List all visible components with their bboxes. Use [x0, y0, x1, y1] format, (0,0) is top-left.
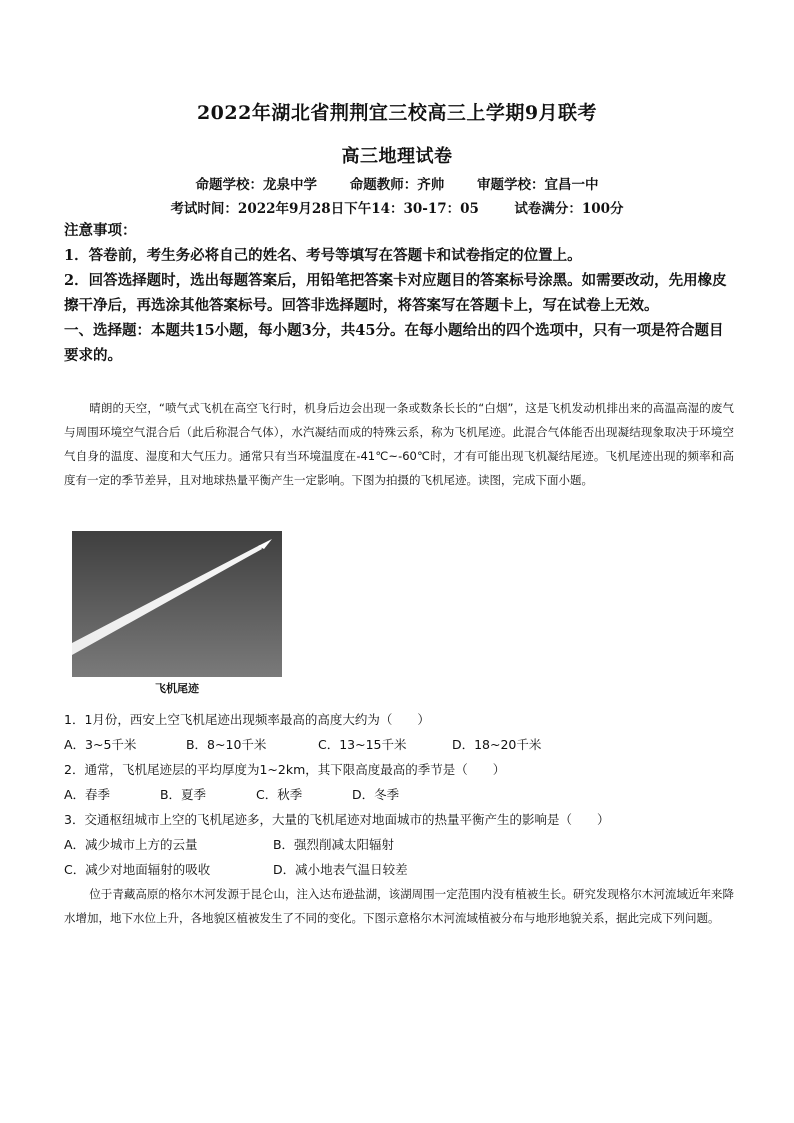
exam-authors	[0, 173, 794, 193]
exam-subtitle: 高三地理试卷	[341, 146, 453, 167]
question-3-stem: 3．交通枢纽城市上空的飞机尾迹多，大量的飞机尾迹对地面城市的热量平衡产生的影响是（ ）	[64, 812, 610, 827]
q1-option-c[interactable]: C．13~15千米	[317, 737, 407, 752]
question-group	[64, 707, 744, 882]
q2-option-c[interactable]: C．秋季	[255, 787, 303, 802]
full-score: 试卷满分：100分	[514, 201, 624, 217]
q3-option-c[interactable]: C．减少对地面辐射的吸收	[64, 862, 211, 877]
passage-golmud-river: 位于青藏高原的格尔木河发源于昆仑山，注入达布逊盐湖，该湖周围一定范围内没有植被生长。研究发现格尔木河流域近年来降水增加，地下水位上升，各地貌区植被发生了不同的变化。下图示意格尔木河流域植被分布与地形地貌关系，据此完成下列问题。	[64, 887, 734, 925]
exam-title: 2022年湖北省荆荆宜三校高三上学期9月联考	[196, 102, 598, 124]
notes-item-2: 2．回答选择题时，选出每题答案后，用铅笔把答案卡对应题目的答案标号涂黑。如需要改动，先用橡皮擦干净后，再选涂其他答案标号。回答非选择题时，将答案写在答题卡上，写在试卷上无效。	[64, 272, 727, 314]
q2-option-b[interactable]: B．夏季	[159, 787, 207, 802]
q3-option-b[interactable]: B．强烈削减太阳辐射	[272, 837, 395, 852]
proposer-teacher: 命题教师：齐帅	[349, 177, 445, 193]
contrail-figure	[72, 531, 282, 699]
q2-option-d[interactable]: D．冬季	[351, 787, 400, 802]
notes-heading: 注意事项：	[64, 222, 137, 239]
question-2-stem: 2．通常，飞机尾迹层的平均厚度为1~2km，其下限高度最高的季节是（ ）	[64, 762, 506, 777]
q2-option-a[interactable]: A．春季	[64, 787, 111, 802]
reviewer-school: 审题学校：宜昌一中	[476, 177, 599, 193]
figure-caption: 飞机尾迹	[155, 682, 199, 695]
q3-option-a[interactable]: A．减少城市上方的云量	[64, 837, 198, 852]
passage-contrail: 晴朗的天空，“喷气式飞机在高空飞行时，机身后边会出现一条或数条长长的“白烟”，这是飞机发动机排出来的高温高湿的废气与周围环境空气混合后（此后称混合气体），水汽凝结而成的特殊云系，称为飞机尾迹。此混合气体能否出现凝结现象取决于环境空气自身的温度、湿度和大气压力。通常只有当环境温度在-41℃~-60℃时，才有可能出现飞机凝结尾迹。飞机尾迹出现的频率和高度有一定的季节差异，且对地球热量平衡产生一定影响。下图为拍摄的飞机尾迹。读图，完成下面小题。	[64, 401, 734, 487]
exam-time-info	[0, 197, 794, 217]
question-1-stem: 1．1月份，西安上空飞机尾迹出现频率最高的高度大约为（ ）	[64, 712, 430, 727]
q3-option-d[interactable]: D．减小地表气温日较差	[272, 862, 408, 877]
contrail-photo	[72, 531, 282, 677]
q1-option-b[interactable]: B．8~10千米	[185, 737, 267, 752]
exam-time: 考试时间：2022年9月28日下午14：30-17：05	[170, 201, 479, 217]
notes-item-1: 1．答卷前，考生务必将自己的姓名、考号等填写在答题卡和试卷指定的位置上。	[64, 247, 582, 264]
notes-section	[64, 218, 734, 368]
question-3-options-row-1	[64, 832, 744, 857]
question-3-options-row-2	[64, 857, 744, 882]
proposer-school: 命题学校：龙泉中学	[195, 177, 318, 193]
question-2-options	[64, 782, 744, 807]
q1-option-a[interactable]: A．3~5千米	[64, 737, 137, 752]
section-1-heading: 一、选择题：本题共15小题，每小题3分，共45分。在每小题给出的四个选项中，只有一项是符合题目要求的。	[64, 322, 724, 364]
question-1-options	[64, 732, 744, 757]
q1-option-d[interactable]: D．18~20千米	[451, 737, 542, 752]
